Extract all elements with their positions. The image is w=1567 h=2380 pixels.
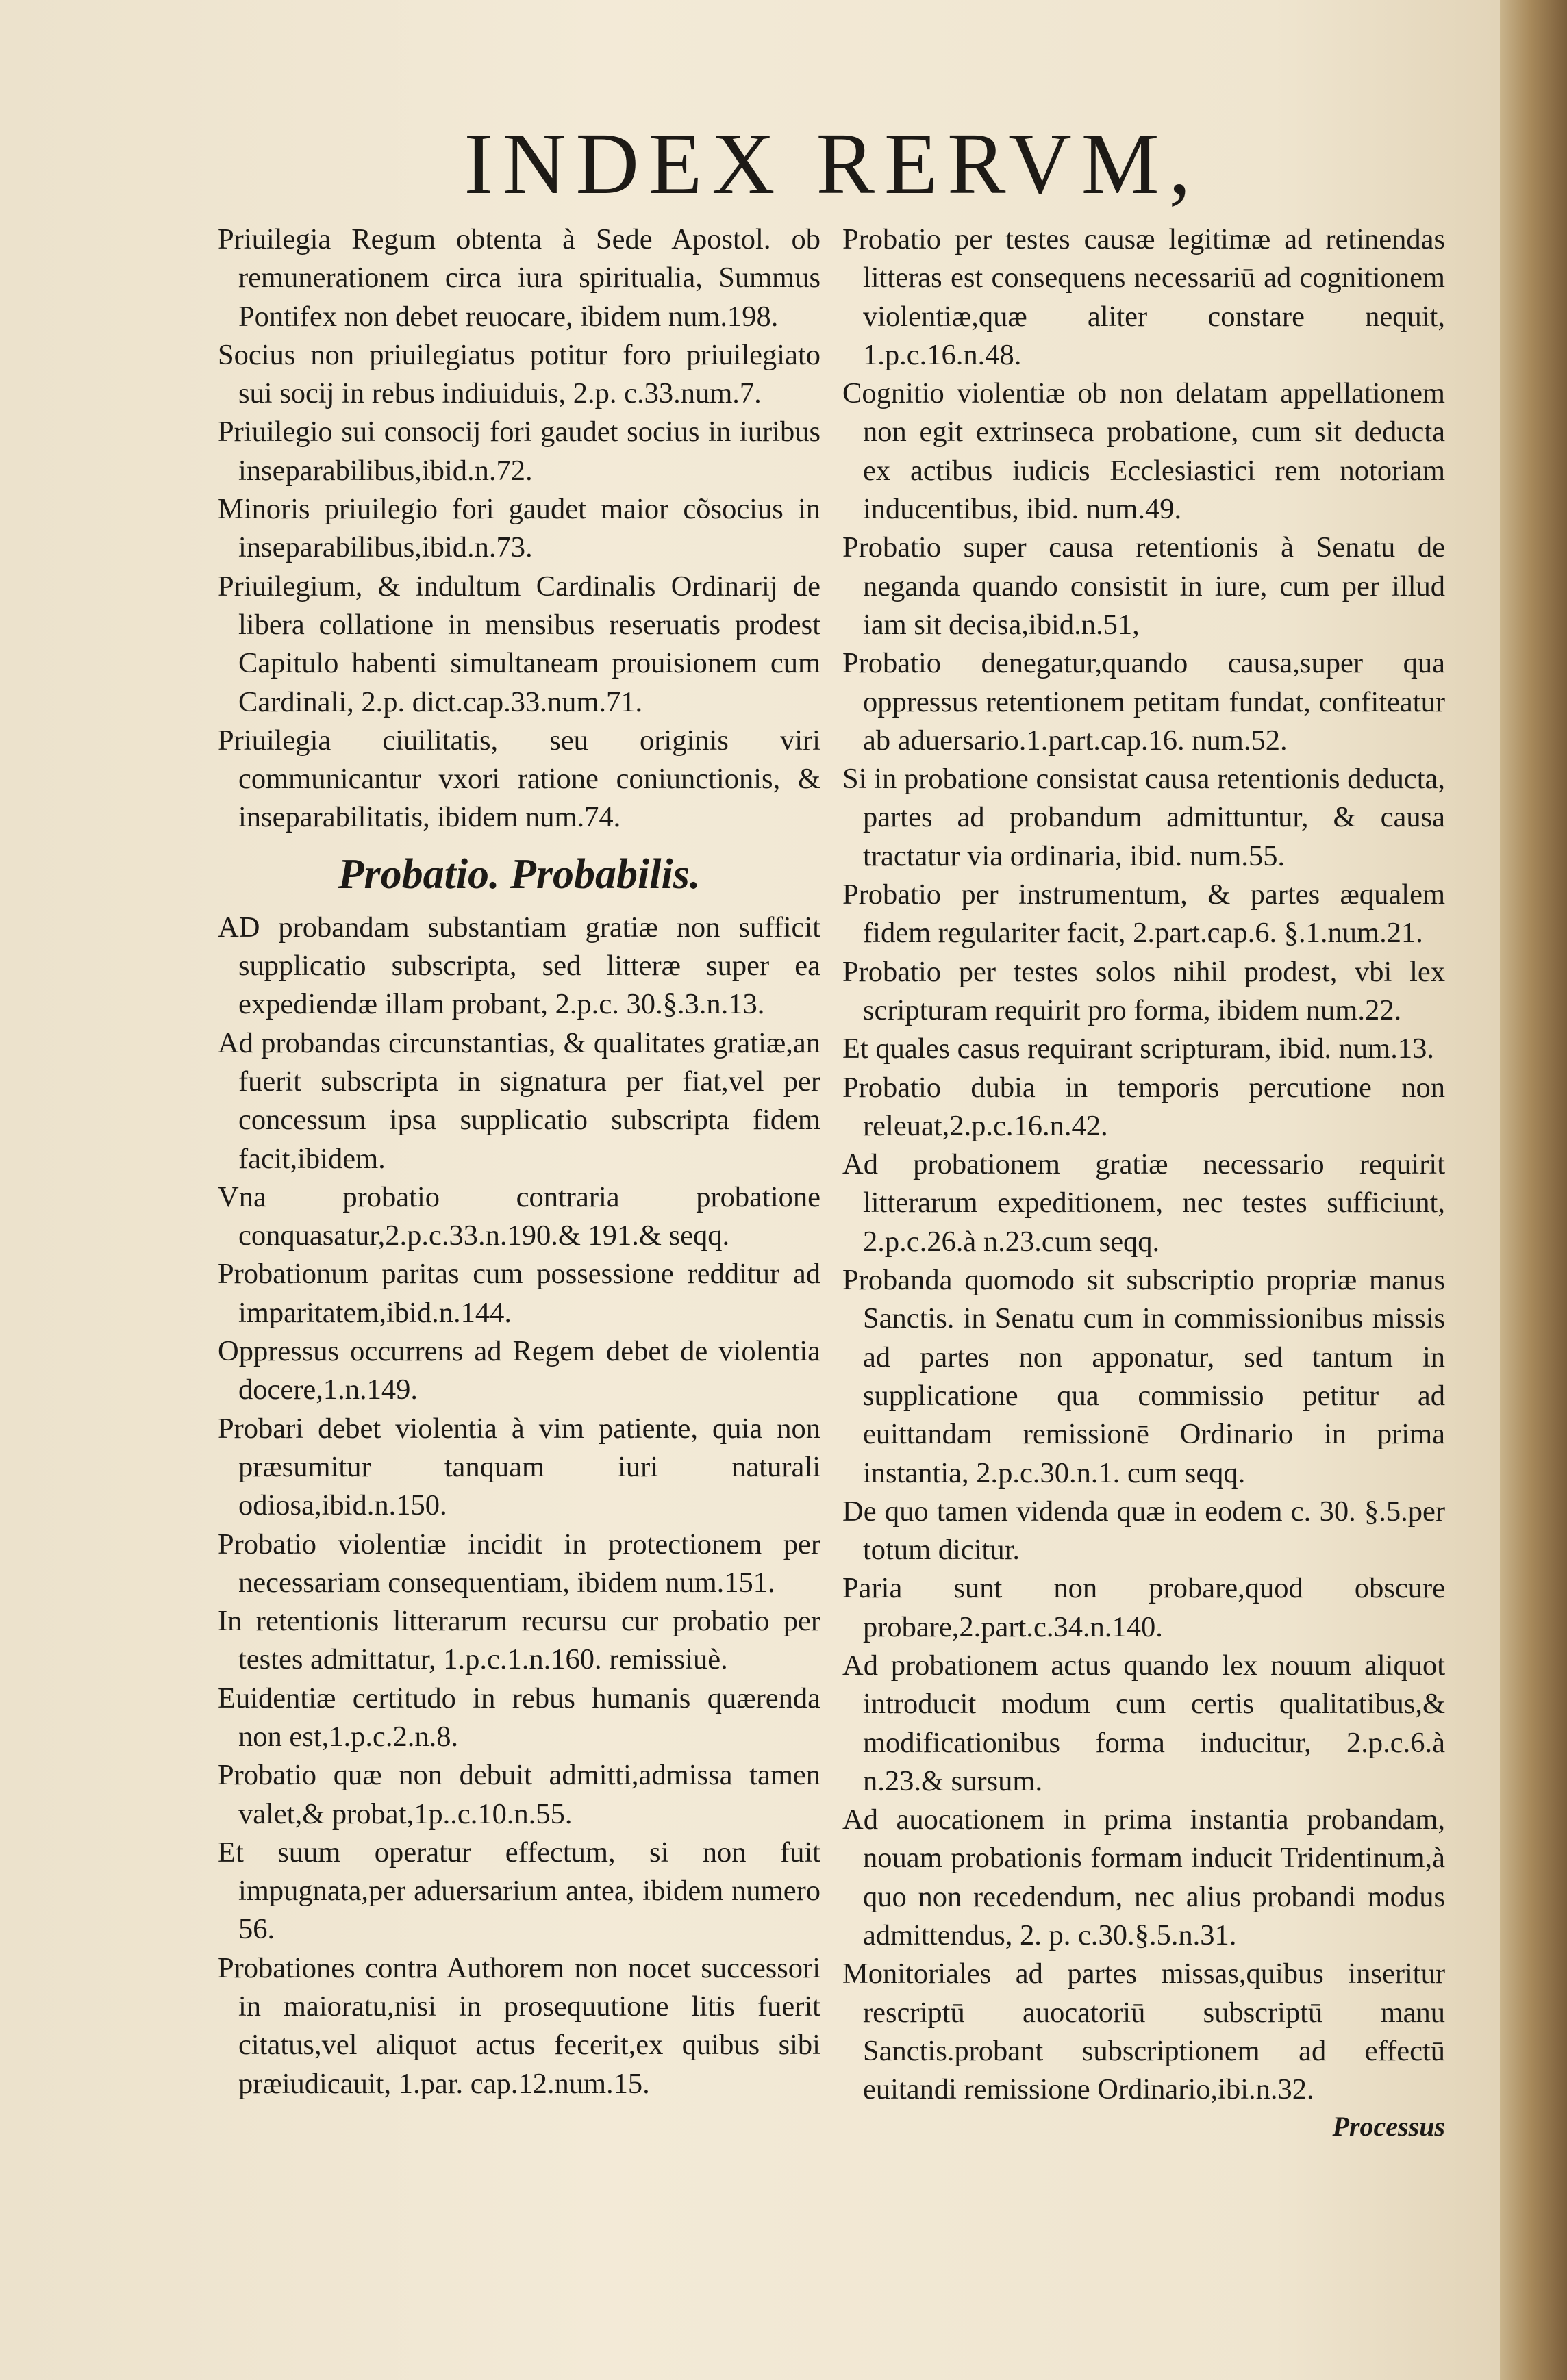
right-column [842, 220, 1445, 2144]
index-entry: Probatio per testes causæ legitimæ ad retinendas litteras est consequens necessariū ad cognitionem violentiæ,quæ aliter constare nequit, 1.p.c.16.n.48. [842, 223, 1445, 371]
index-entry: Paria sunt non probare,quod obscure probare,2.part.c.34.n.140. [842, 1572, 1445, 1643]
index-entry: Probationes contra Authorem non nocet successori in maioratu,nisi in prosequutione litis fuerit citatus,vel aliquot actus fecerit,ex quibus sibi præiudicauit, 1.par. cap.12.num.15. [218, 1951, 820, 2100]
index-entry: Cognitio violentiæ ob non delatam appellationem non egit extrinseca probatione, cum sit deducta ex actibus iudicis Ecclesiastici rem notoriam inducentibus, ibid. num.49. [842, 377, 1445, 526]
index-entry: Probatio quæ non debuit admitti,admissa tamen valet,& probat,1p..c.10.n.55. [218, 1759, 820, 1830]
index-entry: Probanda quomodo sit subscriptio propriæ manus Sanctis. in Senatu cum in commissionibus missis ad partes non apponatur, sed tantum in supplicatione qua commissio petitur ad euittandam remissionē Ordinario in prima instantia, 2.p.c.30.n.1. cum seqq. [842, 1264, 1445, 1489]
index-entry: Priuilegia ciuilitatis, seu originis viri communicantur vxori ratione coniunctionis, & inseparabilitatis, ibidem num.74. [218, 724, 820, 834]
index-entry: Et suum operatur effectum, si non fuit impugnata,per aduersarium antea, ibidem numero 56. [218, 1836, 820, 1946]
page-header: INDEX RERVM, [464, 115, 1201, 212]
index-entry: Monitoriales ad partes missas,quibus inseritur rescriptū auocatoriū subscriptū manu Sanctis.probant subscriptionem ad effectū euitandi remissione Ordinario,ibi.n.32. [842, 1958, 1445, 2106]
page-edge [1500, 0, 1567, 2380]
index-entry: Ad auocationem in prima instantia probandam, nouam probationis formam inducit Tridentinum,à quo non recedendum, nec alius probandi modus admittendus, 2. p. c.30.§.5.n.31. [842, 1803, 1445, 1952]
index-entry: Probatio per instrumentum, & partes æqualem fidem regulariter facit, 2.part.cap.6. §.1.num.21. [842, 878, 1445, 950]
section-heading: Probatio. Probabilis. [338, 850, 701, 898]
index-entry: AD probandam substantiam gratiæ non sufficit supplicatio subscripta, sed litteræ super ea expediendæ illam probant, 2.p.c. 30.§.3.n.13. [218, 911, 820, 1021]
left-column [218, 220, 820, 2103]
index-entry: Et quales casus requirant scripturam, ibid. num.13. [842, 1033, 1434, 1065]
index-entry: Ad probandas circunstantias, & qualitates gratiæ,an fuerit subscripta in signatura per fiat,vel per concessum ipsa supplicatio subscripta fidem facit,ibidem. [218, 1026, 820, 1175]
index-entry: Ad probationem actus quando lex nouum aliquot introducit modum cum certis qualitatibus,& modificationibus forma inducitur, 2.p.c.6.à n.23.& sursum. [842, 1649, 1445, 1797]
index-entry: Probatio violentiæ incidit in protectionem per necessariam consequentiam, ibidem num.151. [218, 1528, 820, 1599]
index-entry: Euidentiæ certitudo in rebus humanis quærenda non est,1.p.c.2.n.8. [218, 1682, 820, 1753]
index-entry: Priuilegio sui consocij fori gaudet socius in iuribus inseparabilibus,ibid.n.72. [218, 416, 820, 487]
index-entry: Si in probatione consistat causa retentionis deducta, partes ad probandum admittuntur, & causa tractatur via ordinaria, ibid. num.55. [842, 763, 1445, 872]
index-entry: De quo tamen videnda quæ in eodem c. 30. §.5.per totum dicitur. [842, 1495, 1445, 1567]
index-entry: Ad probationem gratiæ necessario requirit litterarum expeditionem, nec testes sufficiunt, 2.p.c.26.à n.23.cum seqq. [842, 1148, 1445, 1258]
index-entry: Priuilegia Regum obtenta à Sede Apostol. ob remunerationem circa iura spiritualia, Summus Pontifex non debet reuocare, ibidem num.198. [218, 223, 820, 333]
index-entry: Minoris priuilegio fori gaudet maior cõsocius in inseparabilibus,ibid.n.73. [218, 493, 820, 564]
index-entry: Probatio denegatur,quando causa,super qua oppressus retentionem petitam fundat, confiteatur ab aduersario.1.part.cap.16. num.52. [842, 647, 1445, 757]
index-entry: Probari debet violentia à vim patiente, quia non præsumitur tanquam iuri naturali odiosa,ibid.n.150. [218, 1412, 820, 1522]
index-entry: Vna probatio contraria probatione conquasatur,2.p.c.33.n.190.& 191.& seqq. [218, 1180, 820, 1252]
index-entry: Probatio dubia in temporis percutione non releuat,2.p.c.16.n.42. [842, 1071, 1445, 1142]
index-entry: Priuilegium, & indultum Cardinalis Ordinarij de libera collatione in mensibus reseruatis prodest Capitulo habenti simultaneam prouisionem cum Cardinali, 2.p. dict.cap.33.num.71. [218, 570, 820, 718]
catchword: Processus [1332, 2110, 1445, 2142]
index-entry: Probationum paritas cum possessione redditur ad imparitatem,ibid.n.144. [218, 1258, 820, 1329]
index-entry: In retentionis litterarum recursu cur probatio per testes admittatur, 1.p.c.1.n.160. remissiuè. [218, 1605, 820, 1676]
index-entry: Socius non priuilegiatus potitur foro priuilegiato sui socij in rebus indiuiduis, 2.p. c.33.num.7. [218, 338, 820, 410]
index-entry: Probatio super causa retentionis à Senatu de neganda quando consistit in iure, cum per illud iam sit decisa,ibid.n.51, [842, 531, 1445, 641]
index-entry: Oppressus occurrens ad Regem debet de violentia docere,1.n.149. [218, 1335, 820, 1406]
index-entry: Probatio per testes solos nihil prodest, vbi lex scripturam requirit pro forma, ibidem num.22. [842, 955, 1445, 1026]
